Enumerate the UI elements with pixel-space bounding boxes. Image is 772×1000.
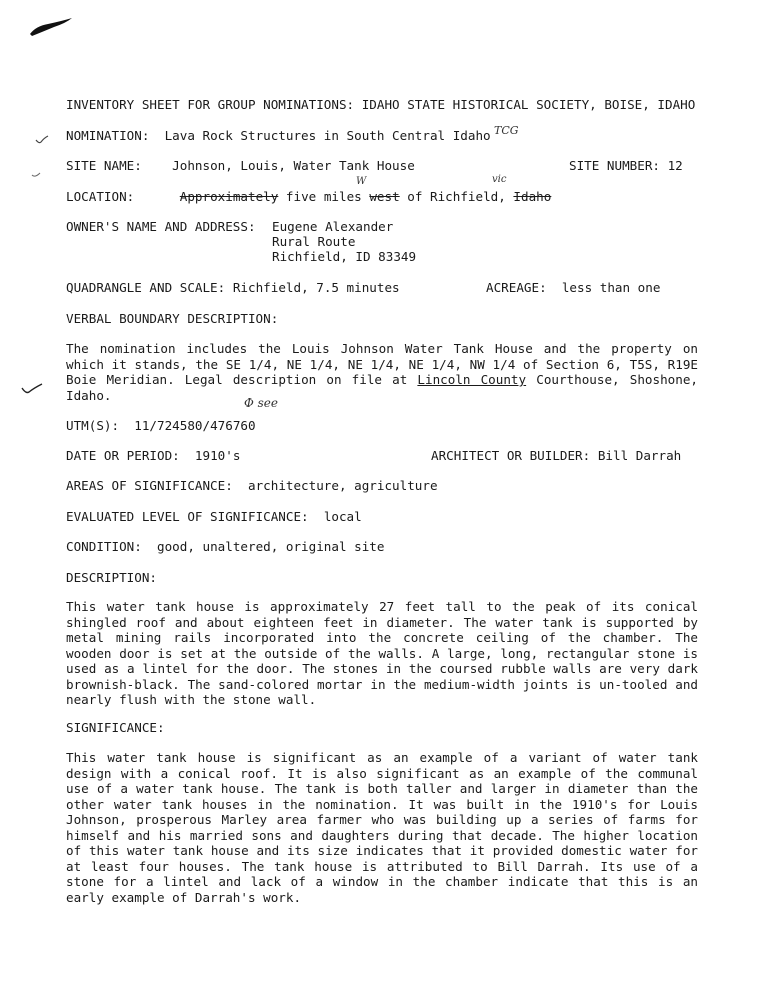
location-text: five miles (278, 189, 370, 204)
utm-value: 11/724580/476760 (134, 418, 256, 433)
level-label: EVALUATED LEVEL OF SIGNIFICANCE: (66, 509, 309, 524)
architect-row (431, 448, 681, 463)
acreage-row (486, 280, 660, 295)
condition-row (66, 539, 384, 554)
architect-value: Bill Darrah (597, 448, 682, 463)
nomination-row (66, 128, 491, 143)
level-row (66, 509, 362, 524)
handwritten-note: TCG (494, 124, 519, 137)
owner-address-line: Rural Route (272, 234, 356, 249)
margin-check-mark (34, 134, 50, 146)
site-number-value: 12 (667, 158, 683, 173)
nomination-value: Lava Rock Structures in South Central Idaho (164, 128, 491, 143)
location-label: LOCATION: (66, 189, 135, 204)
boundary-text: The nomination includes the Louis Johnson Water Tank House and the property on which it stands, the SE 1/4, NE 1/4, NE 1/4, NE 1/4, NW 1/4 of Section 6, T5S, R19E Boie Meridian. Legal description on file at (66, 341, 698, 387)
boundary-text: Courthouse, Shoshone, Idaho. (66, 372, 698, 403)
areas-row (66, 478, 438, 493)
date-label: DATE OR PERIOD: (66, 448, 180, 463)
handwritten-note: W (356, 176, 367, 187)
boundary-paragraph (66, 341, 698, 403)
condition-label: CONDITION: (66, 539, 142, 554)
areas-label: AREAS OF SIGNIFICANCE: (66, 478, 233, 493)
quadrangle-row (66, 280, 400, 295)
utm-label: UTM(S): (66, 418, 120, 433)
site-number-label: SITE NUMBER: (569, 158, 660, 173)
margin-check-mark (20, 382, 44, 398)
site-name-value: Johnson, Louis, Water Tank House (172, 158, 415, 173)
boundary-label: VERBAL BOUNDARY DESCRIPTION: (66, 311, 279, 326)
architect-label: ARCHITECT OR BUILDER: (431, 448, 591, 463)
nomination-label: NOMINATION: (66, 128, 150, 143)
description-label: DESCRIPTION: (66, 570, 157, 585)
areas-value: architecture, agriculture (247, 478, 438, 493)
description-paragraph: This water tank house is approximately 27 feet tall to the peak of its conical shingled roof and about eighteen feet in diameter. The water tank is supported by metal mining rails incorporated into the concrete ceiling of the chamber. The wooden door is set at the outside of the walls. A large, long, rectangular stone is used as a lintel for the door. The stones in the coursed rubble walls are very dark brownish-black. The sand-colored mortar in the medium-width joints is un-tooled and nearly flush with the stone wall. (66, 599, 698, 707)
location-struck-text: west (369, 189, 400, 204)
location-row (66, 189, 551, 204)
site-name-row (66, 158, 415, 173)
quadrangle-value: Richfield, 7.5 minutes (232, 280, 400, 295)
margin-check-mark (30, 170, 42, 180)
quadrangle-label: QUADRANGLE AND SCALE: (66, 280, 226, 295)
owner-name: Eugene Alexander (272, 219, 394, 234)
location-struck-text: Idaho (513, 189, 552, 204)
condition-value: good, unaltered, original site (157, 539, 385, 554)
site-name-label: SITE NAME: (66, 158, 142, 173)
level-value: local (323, 509, 362, 524)
county-name: Lincoln County (417, 372, 527, 387)
acreage-value: less than one (561, 280, 661, 295)
location-struck-text: Approximately (179, 189, 279, 204)
date-value: 1910's (194, 448, 241, 463)
document-header: INVENTORY SHEET FOR GROUP NOMINATIONS: IDAHO STATE HISTORICAL SOCIETY, BOISE, IDAHO (66, 97, 696, 112)
significance-paragraph: This water tank house is significant as an example of a variant of water tank design with a conical roof. It is also significant as an example of the communal use of a water tank house. The tank is both taller and larger in diameter than the other water tank houses in the nomination. It was built in the 1910's for Louis Johnson, prosperous Marley area farmer who was building up a series of farms for himself and his married sons and daughters during that decade. The higher location of this water tank house and its size indicates that it provided domestic water for at least four houses. The tank house is attributed to Bill Darrah. Its use of a stone for a lintel and lack of a window in the chamber indicate that this is an early example of Darrah's work. (66, 750, 698, 905)
acreage-label: ACREAGE: (486, 280, 547, 295)
date-row (66, 448, 240, 463)
handwritten-note: Φ see (244, 396, 279, 410)
site-number-row (569, 158, 683, 173)
owner-address-line: Richfield, ID 83349 (272, 249, 417, 264)
owner-label: OWNER'S NAME AND ADDRESS: (66, 219, 256, 234)
location-text: of Richfield, (399, 189, 514, 204)
handwritten-note: vic (492, 174, 507, 185)
significance-label: SIGNIFICANCE: (66, 720, 165, 735)
utm-row (66, 418, 256, 433)
ink-blot-mark (28, 14, 76, 38)
